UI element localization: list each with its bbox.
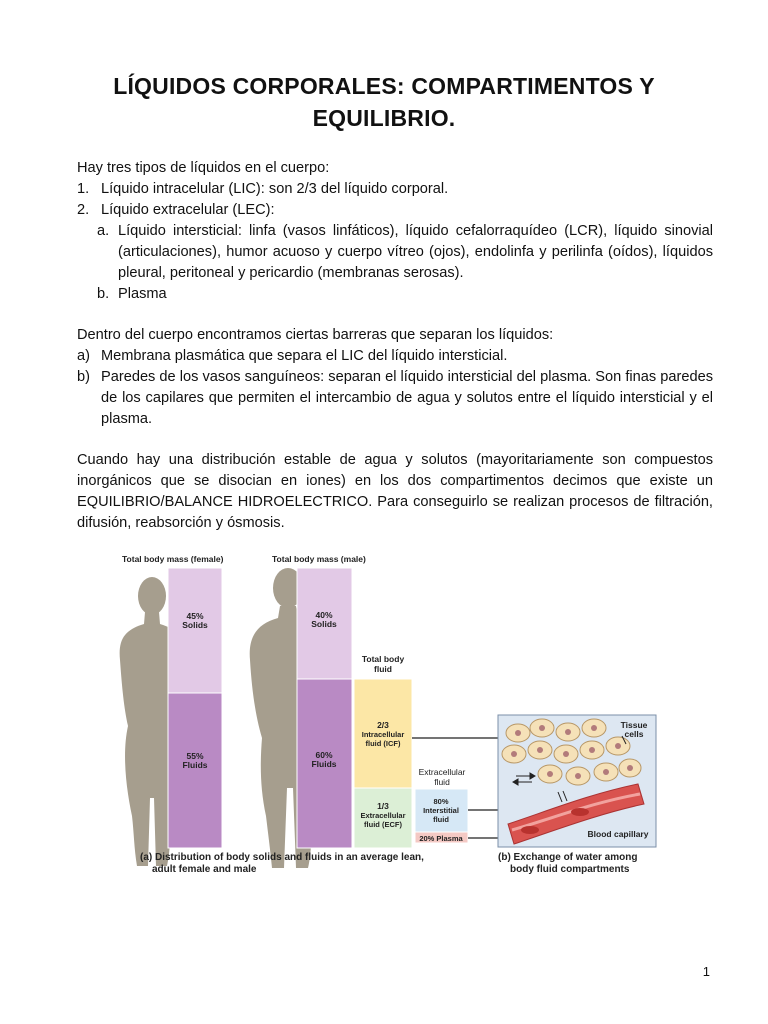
caption-a-line-1: (a) Distribution of body solids and fluids in an average lean,	[140, 852, 424, 863]
plasma-label: 20% Plasma	[419, 834, 463, 843]
male-header: Total body mass (male)	[272, 554, 366, 564]
equilibrium-paragraph: Cuando hay una distribución estable de agua y solutos (mayoritariamente son compuestos inorgánicos que se disocian en iones) en los dos compartimentos decimos que existe un EQUILIBRIO/BALANCE HIDROELECTRICO. Para conseguirlo se realizan procesos de filtración, difusión, reabsorción y ósmosis.	[77, 452, 713, 531]
caption-a-line-2: adult female and male	[152, 864, 257, 875]
male-fluids-pct: 60%	[315, 750, 333, 760]
ecf-fraction: 1/3	[377, 801, 389, 811]
capillary-label: Blood capillary	[587, 829, 649, 839]
ext-header-1: Extracellular	[418, 767, 466, 777]
ecf-label-1: Extracellular	[360, 811, 406, 820]
barriers-list	[77, 346, 713, 430]
male-solids-pct: 40%	[315, 610, 333, 620]
list-item-text: Membrana plasmática que separa el LIC del líquido intersticial.	[101, 348, 508, 364]
list-item-text: Paredes de los vasos sanguíneos: separan el líquido intersticial del plasma. Son finas paredes de los capilares que permiten el intercambio de agua y solutos entre el líquido intersticial y el plasma.	[101, 369, 713, 427]
icf-label-2: fluid (ICF)	[365, 739, 401, 748]
fluid-types-list	[77, 179, 713, 305]
tissue-label-1: Tissue	[620, 720, 648, 730]
barriers-intro: Dentro del cuerpo encontramos ciertas barreras que separan los líquidos:	[77, 327, 554, 343]
female-header: Total body mass (female)	[122, 554, 224, 564]
interstitial-pct: 80%	[433, 797, 449, 806]
body-fluid-figure	[110, 548, 715, 878]
list-marker: b.	[97, 286, 110, 302]
page-number: 1	[702, 964, 710, 979]
list-marker: 2.	[77, 202, 90, 218]
list-item-text: Líquido intracelular (LIC): son 2/3 del líquido corporal.	[101, 181, 449, 197]
list-item	[77, 346, 713, 367]
female-solids-label: Solids	[182, 620, 208, 630]
intro-sentence: Hay tres tipos de líquidos en el cuerpo:	[77, 160, 330, 176]
male-solids-label: Solids	[311, 619, 337, 629]
ecf-label-2: fluid (ECF)	[364, 820, 402, 829]
icf-label-1: Intracellular	[361, 730, 405, 739]
list-item	[77, 367, 713, 430]
list-marker: b)	[77, 369, 90, 385]
total-fluid-header-1: Total body	[361, 654, 405, 664]
page-title: LÍQUIDOS CORPORALES: COMPARTIMENTOS Y EQUILIBRIO.	[113, 73, 655, 131]
caption-b-line-1: (b) Exchange of water among	[498, 852, 638, 863]
total-fluid-header-2: fluid	[374, 664, 392, 674]
female-fluids-bar	[168, 693, 222, 848]
interstitial-label-1: Interstitial	[423, 806, 459, 815]
list-item	[77, 179, 713, 200]
interstitial-label-2: fluid	[433, 815, 449, 824]
list-marker: a)	[77, 348, 90, 364]
female-solids-pct: 45%	[186, 611, 204, 621]
caption-b-line-2: body fluid compartments	[510, 864, 630, 875]
sub-list-item	[77, 284, 713, 305]
sub-list-item	[77, 221, 713, 284]
female-fluids-label: Fluids	[182, 760, 208, 770]
ext-header-2: fluid	[434, 777, 450, 787]
icf-fraction: 2/3	[377, 720, 389, 730]
list-item-text: Líquido extracelular (LEC):	[101, 202, 275, 218]
list-item-text: Líquido intersticial: linfa (vasos linfáticos), líquido cefalorraquídeo (LCR), líquido sinovial (articulaciones), humor acuoso y cuerpo vítreo (ojos), endolinfa y perilinfa (oídos), líquidos pleural, peritoneal y pericardio (membranas serosas).	[118, 223, 713, 281]
list-marker: 1.	[77, 181, 90, 197]
list-marker: a.	[97, 223, 110, 239]
female-solids-bar	[168, 568, 222, 693]
female-fluids-pct: 55%	[186, 751, 204, 761]
tissue-label-2: cells	[624, 729, 644, 739]
list-item	[77, 200, 713, 221]
list-item-text: Plasma	[118, 286, 167, 302]
male-fluids-label: Fluids	[311, 759, 337, 769]
